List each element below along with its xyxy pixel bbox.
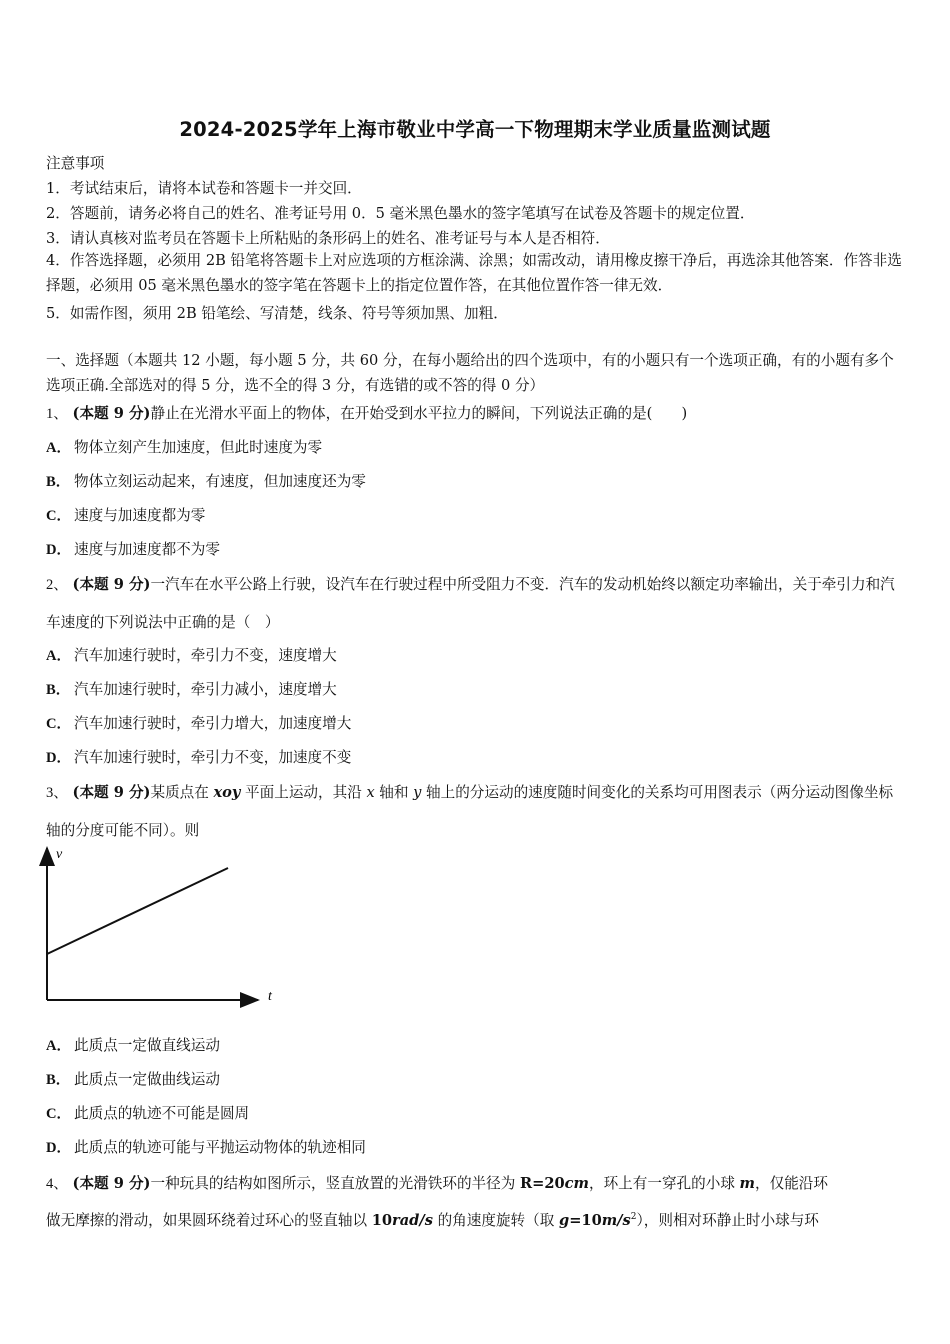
- question-number: 3、: [46, 785, 68, 801]
- question-1-stem: [46, 402, 687, 423]
- section-heading: 一、选择题（本题共 12 小题，每小题 5 分，共 60 分，在每小题给出的四个选项中，有的小题只有一个选项正确，有的小题有多个选项正确.全部选对的得 5 分，选不全的得 3 分，有选错的或不答的得 0 分）: [46, 352, 894, 394]
- option-b: B． 此质点一定做曲线运动: [46, 1071, 220, 1088]
- question-3-stem: 3、 (本题 9 分)某质点在 xoy 平面上运动，其沿 x 轴和 y 轴上的分运动的速度随时间变化的关系均可用图表示（两分运动图像坐标轴的分度可能不同）。则: [46, 784, 894, 839]
- question-points: (本题 9 分): [72, 576, 151, 593]
- option-a: A． 物体立刻产生加速度，但此时速度为零: [46, 439, 323, 456]
- x-axis-label: t: [268, 989, 272, 1004]
- question-4-stem-continued: 做无摩擦的滑动，如果圆环绕着过环心的竖直轴以 10rad/s 的角速度旋转（取 $g=10m/s^2$），则相对环静止时小球与环: [46, 1212, 819, 1229]
- notice-item: 1．考试结束后，请将本试卷和答题卡一并交回．: [46, 180, 362, 197]
- question-text: 静止在光滑水平面上的物体，在开始受到水平拉力的瞬间，下列说法正确的是( ): [150, 405, 688, 422]
- velocity-line: [47, 868, 228, 954]
- y-axis-label: v: [56, 847, 63, 862]
- option-c: C． 速度与加速度都为零: [46, 507, 206, 524]
- option-b: B． 汽车加速行驶时，牵引力减小，速度增大: [46, 681, 337, 698]
- notice-heading: 注意事项: [46, 155, 105, 172]
- option-d: D． 汽车加速行驶时，牵引力不变，加速度不变: [46, 749, 352, 766]
- page-title: 2024-2025学年上海市敬业中学高一下物理期末学业质量监测试题: [179, 118, 771, 141]
- question-2-stem: [46, 566, 906, 641]
- question-points: (本题 9 分): [72, 405, 151, 422]
- notice-item: 5．如需作图，须用 2B 铅笔绘、写清楚，线条、符号等须加黑、加粗．: [46, 305, 508, 322]
- option-c: C． 此质点的轨迹不可能是圆周: [46, 1105, 250, 1122]
- option-d: D． 此质点的轨迹可能与平抛运动物体的轨迹相同: [46, 1139, 366, 1156]
- option-d: D． 速度与加速度都不为零: [46, 541, 220, 558]
- question-number: 1、: [46, 406, 68, 422]
- notice-item: 3．请认真核对监考员在答题卡上所粘贴的条形码上的姓名、准考证号与本人是否相符．: [46, 230, 610, 247]
- option-b: B． 物体立刻运动起来，有速度，但加速度还为零: [46, 473, 366, 490]
- option-c: C． 汽车加速行驶时，牵引力增大，加速度增大: [46, 715, 352, 732]
- question-points: (本题 9 分): [72, 1175, 151, 1192]
- question-points: (本题 9 分): [72, 784, 151, 801]
- option-a: A． 汽车加速行驶时，牵引力不变，速度增大: [46, 647, 337, 664]
- question-number: 4、: [46, 1176, 68, 1192]
- notice-item: 2．答题前，请务必将自己的姓名、准考证号用 0．5 毫米黑色墨水的签字笔填写在试卷及答题卡的规定位置．: [46, 205, 755, 222]
- option-a: A． 此质点一定做直线运动: [46, 1037, 220, 1054]
- question-text: 一汽车在水平公路上行驶，设汽车在行驶过程中所受阻力不变．汽车的发动机始终以额定功率输出，关于牵引力和汽车速度的下列说法中正确的是（ ）: [46, 576, 895, 631]
- notice-item: 4．作答选择题，必须用 2B 铅笔将答题卡上对应选项的方框涂满、涂黑；如需改动，请用橡皮擦干净后，再选涂其他答案．作答非选择题，必须用 05 毫米黑色墨水的签字笔在答题卡上的指定位置作答，在其他位置作答一律无效．: [46, 252, 902, 294]
- question-4-stem: 4、 (本题 9 分)一种玩具的结构如图所示，竖直放置的光滑铁环的半径为 R=20cm，环上有一穿孔的小球 m，仅能沿环: [46, 1175, 828, 1192]
- velocity-time-graph: [36, 842, 286, 1012]
- question-number: 2、: [46, 577, 68, 593]
